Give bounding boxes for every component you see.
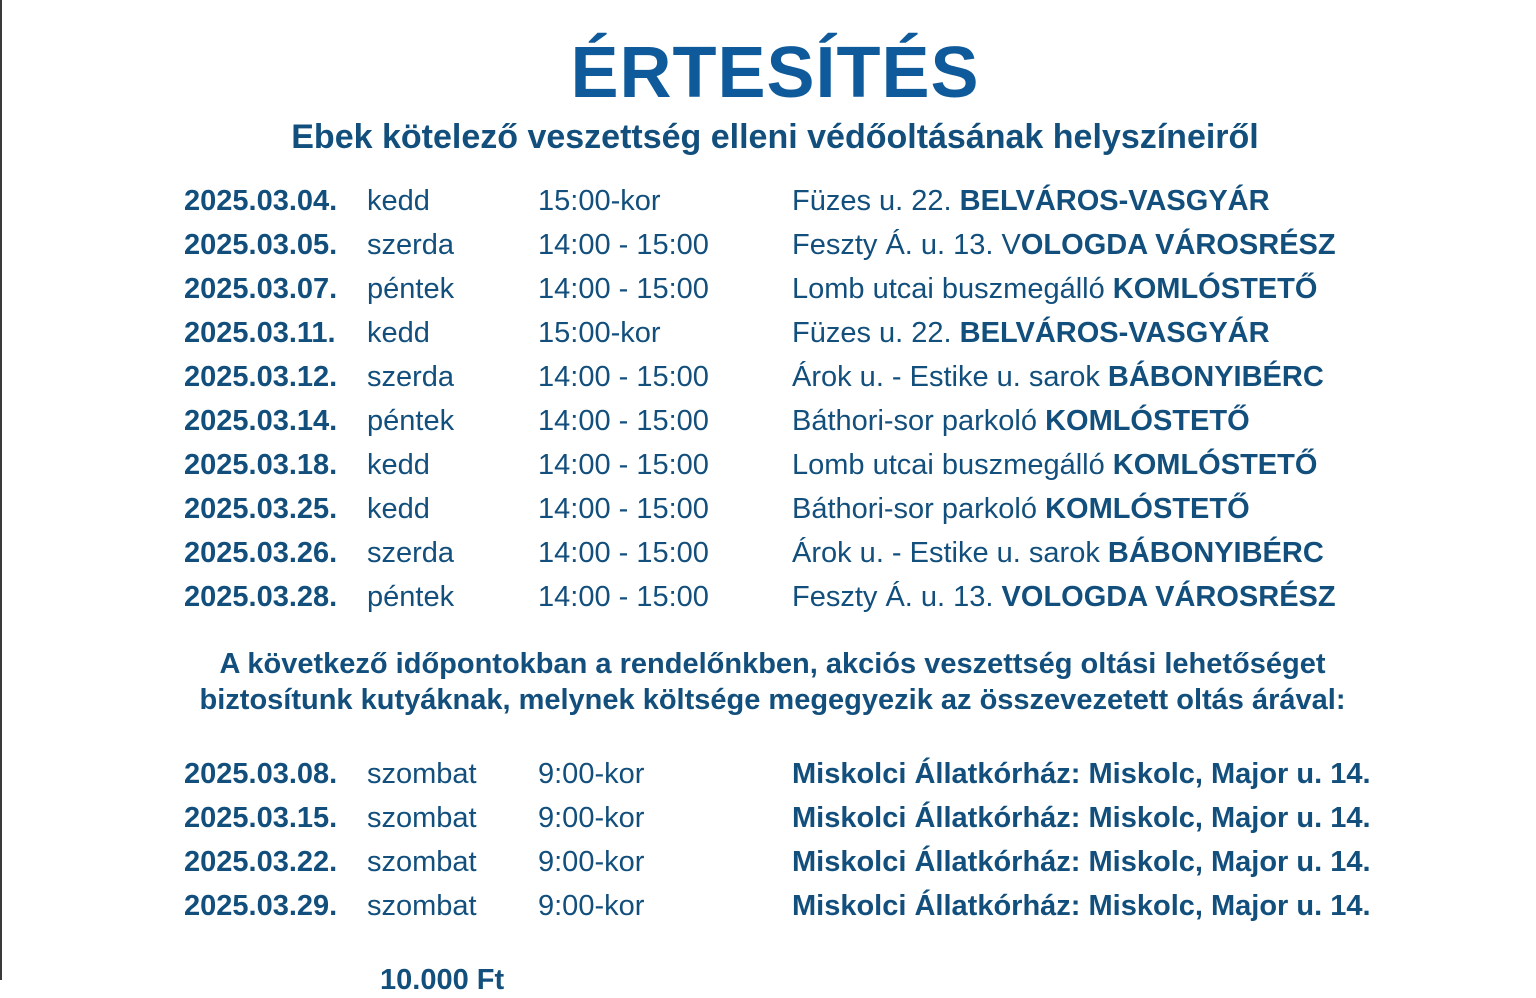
schedule-date: 2025.03.18. <box>184 449 338 481</box>
clinic-location: Miskolci Állatkórház: Miskolc, Major u. 14. <box>792 802 1371 834</box>
schedule-row <box>184 311 1444 355</box>
page-subtitle: Ebek kötelező veszettség elleni védőoltásának helyszíneiről <box>291 118 1259 156</box>
schedule-location <box>792 487 1250 531</box>
schedule-time: 14:00 - 15:00 <box>538 405 709 437</box>
clinic-row <box>184 884 1444 928</box>
schedule-time: 14:00 - 15:00 <box>538 229 709 261</box>
schedule-row <box>184 223 1444 267</box>
schedule-row <box>184 443 1444 487</box>
schedule-address: Feszty Á. u. 13. <box>792 581 994 613</box>
schedule-district: OLOGDA VÁROSRÉSZ <box>1020 229 1336 261</box>
schedule-day: kedd <box>367 449 430 481</box>
clinic-time: 9:00-kor <box>538 758 645 790</box>
schedule-row <box>184 355 1444 399</box>
schedule-time: 14:00 - 15:00 <box>538 449 709 481</box>
schedule-row <box>184 531 1444 575</box>
schedule-row <box>184 575 1444 619</box>
schedule-address: Lomb utcai buszmegálló <box>792 449 1105 481</box>
schedule-location <box>792 267 1317 311</box>
schedule-location <box>792 443 1317 487</box>
schedule-district: BELVÁROS-VASGYÁR <box>959 317 1270 349</box>
schedule-district: KOMLÓSTETŐ <box>1112 273 1318 305</box>
schedule-address: Árok u. - Estike u. sarok <box>792 361 1100 393</box>
schedule-district: BÁBONYIBÉRC <box>1107 537 1324 569</box>
schedule-district: BÁBONYIBÉRC <box>1107 361 1324 393</box>
clinic-date: 2025.03.15. <box>184 802 338 834</box>
clinic-location: Miskolci Állatkórház: Miskolc, Major u. 14. <box>792 758 1371 790</box>
schedule-time: 14:00 - 15:00 <box>538 361 709 393</box>
clinic-location: Miskolci Állatkórház: Miskolc, Major u. 14. <box>792 846 1371 878</box>
schedule-address: Füzes u. 22. <box>792 317 952 349</box>
schedule-day: péntek <box>367 273 455 305</box>
schedule-time: 14:00 - 15:00 <box>538 273 709 305</box>
schedule-date: 2025.03.26. <box>184 537 338 569</box>
clinic-row <box>184 796 1444 840</box>
schedule-location <box>792 531 1324 575</box>
schedule-district: BELVÁROS-VASGYÁR <box>959 185 1270 217</box>
schedule-day: péntek <box>367 405 455 437</box>
schedule-day: szerda <box>367 537 455 569</box>
clinic-row <box>184 840 1444 884</box>
schedule-day: kedd <box>367 185 430 217</box>
schedule-day: szerda <box>367 361 455 393</box>
schedule-address: Füzes u. 22. <box>792 185 952 217</box>
schedule-location <box>792 355 1324 399</box>
schedule-row <box>184 267 1444 311</box>
clinic-date: 2025.03.22. <box>184 846 338 878</box>
schedule-date: 2025.03.07. <box>184 273 338 305</box>
price-text-cutoff: 10.000 Ft <box>380 964 505 996</box>
schedule-address: Báthori-sor parkoló <box>792 405 1037 437</box>
clinic-date: 2025.03.08. <box>184 758 338 790</box>
schedule-time: 15:00-kor <box>538 317 661 349</box>
schedule-district: KOMLÓSTETŐ <box>1112 449 1318 481</box>
schedule-time: 14:00 - 15:00 <box>538 493 709 525</box>
schedule-date: 2025.03.11. <box>184 317 336 349</box>
schedule-date: 2025.03.28. <box>184 581 338 613</box>
schedule-time: 15:00-kor <box>538 185 661 217</box>
clinic-notice-line: biztosítunk kutyáknak, melynek költsége megegyezik az összevezetett oltás árával: <box>199 684 1346 716</box>
clinic-row <box>184 752 1444 796</box>
schedule-location <box>792 223 1336 267</box>
clinic-schedule <box>184 752 1444 928</box>
schedule-row <box>184 399 1444 443</box>
schedule-row <box>184 179 1444 223</box>
schedule-date: 2025.03.12. <box>184 361 338 393</box>
schedule-location <box>792 399 1250 443</box>
schedule-date: 2025.03.25. <box>184 493 338 525</box>
clinic-notice-line: A következő időpontokban a rendelőnkben, akciós veszettség oltási lehetőséget <box>219 648 1326 680</box>
schedule-address: Árok u. - Estike u. sarok <box>792 537 1100 569</box>
schedule-address: Báthori-sor parkoló <box>792 493 1037 525</box>
clinic-day: szombat <box>367 890 477 922</box>
schedule-date: 2025.03.05. <box>184 229 338 261</box>
schedule-district: VOLOGDA VÁROSRÉSZ <box>1001 581 1336 613</box>
schedule-address: Feszty Á. u. 13. V <box>792 229 1021 261</box>
schedule-address: Lomb utcai buszmegálló <box>792 273 1105 305</box>
schedule-location <box>792 575 1336 619</box>
schedule-day: szerda <box>367 229 455 261</box>
clinic-time: 9:00-kor <box>538 802 645 834</box>
page-title: ÉRTESÍTÉS <box>570 33 980 113</box>
clinic-date: 2025.03.29. <box>184 890 338 922</box>
clinic-time: 9:00-kor <box>538 846 645 878</box>
schedule-location <box>792 179 1270 223</box>
schedule-district: KOMLÓSTETŐ <box>1045 493 1250 525</box>
schedule-district: KOMLÓSTETŐ <box>1045 405 1250 437</box>
clinic-day: szombat <box>367 846 477 878</box>
vaccination-schedule <box>184 179 1444 619</box>
schedule-location <box>792 311 1270 355</box>
schedule-time: 14:00 - 15:00 <box>538 537 709 569</box>
schedule-day: kedd <box>367 317 430 349</box>
schedule-date: 2025.03.14. <box>184 405 338 437</box>
clinic-day: szombat <box>367 758 477 790</box>
schedule-day: kedd <box>367 493 430 525</box>
schedule-day: péntek <box>367 581 455 613</box>
schedule-row <box>184 487 1444 531</box>
clinic-location: Miskolci Állatkórház: Miskolc, Major u. 14. <box>792 890 1371 922</box>
clinic-notice <box>0 646 1536 718</box>
clinic-day: szombat <box>367 802 477 834</box>
schedule-time: 14:00 - 15:00 <box>538 581 709 613</box>
schedule-date: 2025.03.04. <box>184 185 338 217</box>
clinic-time: 9:00-kor <box>538 890 645 922</box>
